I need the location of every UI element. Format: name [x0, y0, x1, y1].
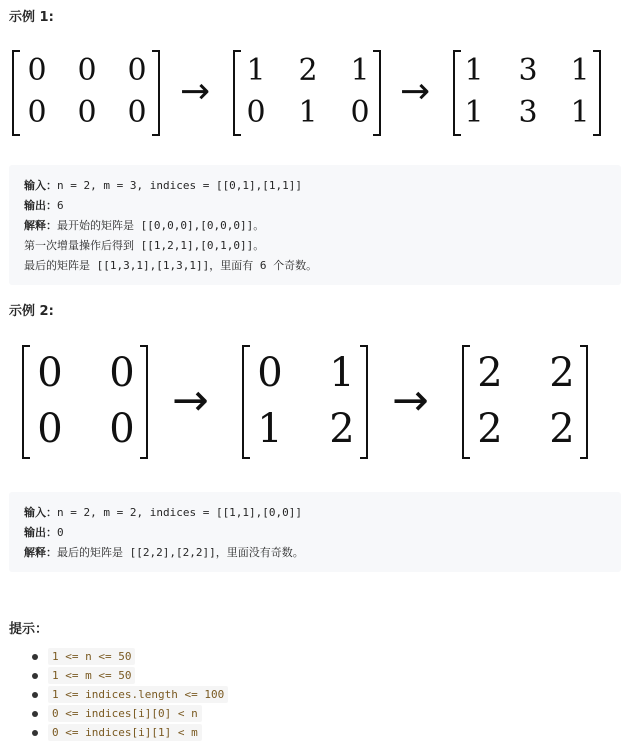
- matrix-cell: 0: [109, 406, 135, 452]
- matrix-cell: 0: [127, 95, 147, 130]
- input-line: [24, 177, 302, 193]
- bracket-right: [152, 50, 160, 136]
- matrix-cell: 2: [298, 53, 318, 88]
- arrow-icon: →: [392, 375, 429, 426]
- output-line: [24, 197, 64, 213]
- example-2-heading: 示例 2:: [9, 304, 54, 319]
- matrix-cell: 3: [518, 95, 538, 130]
- matrix-cell: 1: [570, 53, 590, 88]
- explain-text: 第一次增量操作后得到 [[1,2,1],[0,1,0]]。: [24, 239, 265, 252]
- hint-code: 1 <= n <= 50: [48, 648, 135, 665]
- matrix-cell: 1: [246, 53, 266, 88]
- explain-text: 最后的矩阵是 [[1,3,1],[1,3,1]]，里面有 6 个奇数。: [24, 259, 318, 272]
- example-1-heading: 示例 1:: [9, 10, 54, 25]
- hint-code: 1 <= indices.length <= 100: [48, 686, 228, 703]
- matrix-3: [453, 50, 601, 136]
- matrix-cell: 1: [570, 95, 590, 130]
- matrix-cell: 0: [257, 350, 283, 396]
- matrix-cell: 1: [464, 95, 484, 130]
- explain-line: [24, 237, 264, 253]
- explain-label: 解释：: [24, 546, 57, 559]
- matrix-cell: 0: [27, 53, 47, 88]
- output-label: 输出：: [24, 526, 57, 539]
- output-value: 0: [57, 526, 64, 539]
- explain-line: [24, 544, 304, 560]
- output-label: 输出：: [24, 199, 57, 212]
- bullet-icon: [32, 654, 38, 660]
- matrix-cell: 0: [109, 350, 135, 396]
- hint-code: 1 <= m <= 50: [48, 667, 135, 684]
- hints-heading: 提示：: [9, 622, 49, 637]
- input-label: 输入：: [24, 506, 57, 519]
- bracket-left: [22, 345, 30, 459]
- input-value: n = 2, m = 2, indices = [[1,1],[0,0]]: [57, 506, 303, 519]
- matrix-cell: 2: [329, 406, 355, 452]
- explain-line: [24, 217, 264, 233]
- matrix-2: [233, 50, 381, 136]
- arrow-icon: →: [180, 71, 211, 112]
- matrix-cell: 2: [549, 350, 575, 396]
- matrix-2: [242, 345, 368, 459]
- bracket-right: [580, 345, 588, 459]
- matrix-cell: 3: [518, 53, 538, 88]
- explain-text: 最后的矩阵是 [[2,2],[2,2]]，里面没有奇数。: [57, 546, 304, 559]
- matrix-cell: 1: [298, 95, 318, 130]
- example-2-codebox: [9, 492, 621, 572]
- bracket-left: [242, 345, 250, 459]
- matrix-cell: 1: [257, 406, 283, 452]
- matrix-cell: 0: [37, 350, 63, 396]
- explain-line: [24, 257, 317, 273]
- input-label: 输入：: [24, 179, 57, 192]
- bullet-icon: [32, 711, 38, 717]
- example-1-codebox: [9, 165, 621, 285]
- bracket-right: [360, 345, 368, 459]
- matrix-cell: 0: [350, 95, 370, 130]
- matrix-3: [462, 345, 588, 459]
- matrix-cell: 2: [549, 406, 575, 452]
- output-line: [24, 524, 64, 540]
- explain-text: 最开始的矩阵是 [[0,0,0],[0,0,0]]。: [57, 219, 265, 232]
- bullet-icon: [32, 730, 38, 736]
- input-line: [24, 504, 302, 520]
- matrix-cell: 1: [464, 53, 484, 88]
- arrow-icon: →: [400, 71, 431, 112]
- example-1-matrices: [0, 50, 621, 136]
- matrix-1: [22, 345, 148, 459]
- matrix-cell: 2: [477, 406, 503, 452]
- matrix-1: [12, 50, 160, 136]
- matrix-cell: 1: [350, 53, 370, 88]
- input-value: n = 2, m = 3, indices = [[0,1],[1,1]]: [57, 179, 303, 192]
- matrix-cell: 1: [329, 350, 355, 396]
- example-2-matrices: [0, 345, 621, 459]
- output-value: 6: [57, 199, 64, 212]
- hint-code: 0 <= indices[i][1] < m: [48, 724, 202, 741]
- matrix-cell: 0: [37, 406, 63, 452]
- bracket-left: [12, 50, 20, 136]
- matrix-cell: 0: [127, 53, 147, 88]
- bracket-left: [233, 50, 241, 136]
- bullet-icon: [32, 692, 38, 698]
- bullet-icon: [32, 673, 38, 679]
- explain-label: 解释：: [24, 219, 57, 232]
- matrix-cell: 0: [27, 95, 47, 130]
- bracket-left: [462, 345, 470, 459]
- matrix-cell: 2: [477, 350, 503, 396]
- bracket-right: [140, 345, 148, 459]
- matrix-cell: 0: [77, 95, 97, 130]
- matrix-cell: 0: [246, 95, 266, 130]
- hint-code: 0 <= indices[i][0] < n: [48, 705, 202, 722]
- matrix-cell: 0: [77, 53, 97, 88]
- arrow-icon: →: [172, 375, 209, 426]
